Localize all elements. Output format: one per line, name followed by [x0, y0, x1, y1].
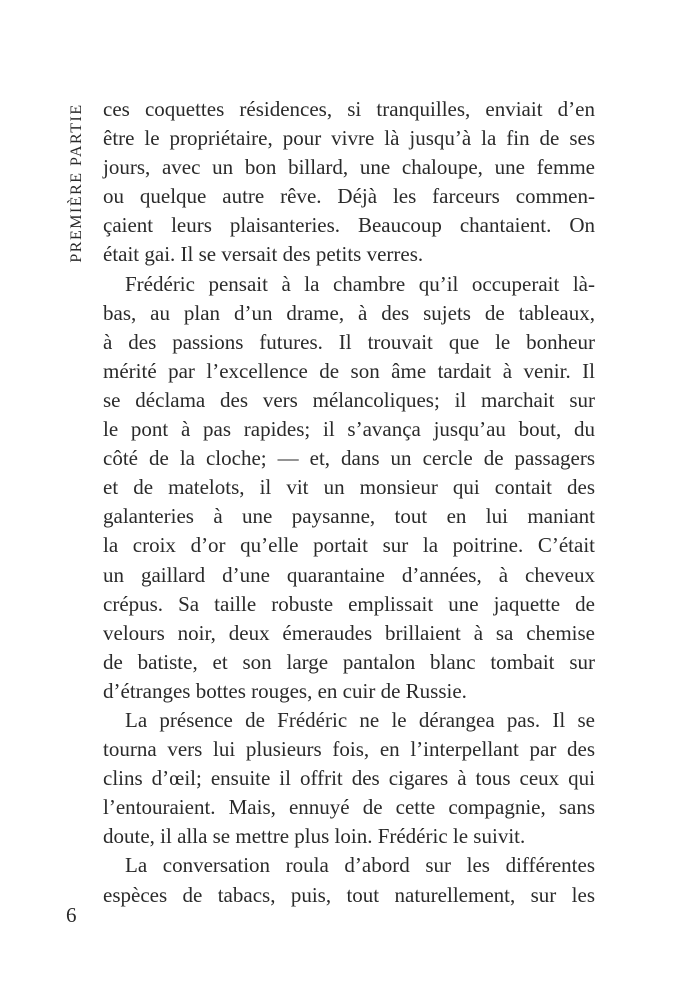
text-line: l’entouraient. Mais, ennuyé de cette compagnie, sans: [103, 795, 595, 820]
text-line: mérité par l’excellence de son âme tardait à venir. Il: [103, 358, 595, 383]
text-line: Frédéric pensait à la chambre qu’il occuperait là-: [125, 271, 595, 296]
text-line: çaient leurs plaisanteries. Beaucoup chantaient. On: [103, 213, 595, 238]
text-line: le pont à pas rapides; il s’avança jusqu’au bout, du: [103, 417, 595, 442]
text-line: être le propriétaire, pour vivre là jusqu’à la fin de ses: [103, 126, 595, 151]
text-line: clins d’œil; ensuite il offrit des cigares à tous ceux qui: [103, 766, 595, 791]
text-line: un gaillard d’une quarantaine d’années, à cheveux: [103, 562, 595, 587]
text-line: à des passions futures. Il trouvait que le bonheur: [103, 329, 595, 354]
text-line: La présence de Frédéric ne le dérangea pas. Il se: [125, 707, 595, 732]
page-number: 6: [66, 903, 77, 927]
text-line: était gai. Il se versait des petits verres.: [103, 242, 424, 267]
text-line: bas, au plan d’un drame, à des sujets de tableaux,: [103, 300, 595, 325]
text-line: La conversation roula d’abord sur les différentes: [125, 853, 595, 878]
text-line: velours noir, deux émeraudes brillaient à sa chemise: [103, 620, 595, 645]
text-line: la croix d’or qu’elle portait sur la poitrine. C’était: [103, 533, 595, 558]
text-line: ou quelque autre rêve. Déjà les farceurs commen-: [103, 184, 595, 209]
text-line: d’étranges bottes rouges, en cuir de Russie.: [103, 678, 467, 703]
text-line: crépus. Sa taille robuste emplissait une jaquette de: [103, 591, 595, 616]
text-line: côté de la cloche; — et, dans un cercle de passagers: [103, 446, 595, 471]
text-line: ces coquettes résidences, si tranquilles, enviait d’en: [103, 97, 595, 121]
text-line: doute, il alla se mettre plus loin. Frédéric le suivit.: [103, 824, 526, 849]
text-line: tourna vers lui plusieurs fois, en l’interpellant par des: [103, 737, 595, 762]
running-head: [62, 95, 92, 270]
text-line: de batiste, et son large pantalon blanc tombait sur: [103, 649, 595, 674]
running-head-label: PREMIÈRE PARTIE: [68, 102, 85, 263]
text-line: jours, avec un bon billard, une chaloupe, une femme: [103, 155, 595, 180]
text-line: et de matelots, il vit un monsieur qui contait des: [103, 475, 595, 500]
text-line: espèces de tabacs, puis, tout naturellement, sur les: [103, 882, 595, 907]
text-line: galanteries à une paysanne, tout en lui maniant: [103, 504, 595, 529]
body-text: [103, 95, 595, 910]
text-line: se déclama des vers mélancoliques; il marchait sur: [103, 387, 595, 412]
